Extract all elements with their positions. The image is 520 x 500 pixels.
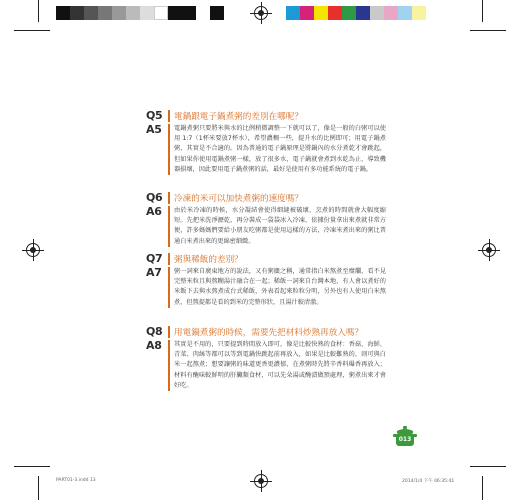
registration-mark-right bbox=[482, 243, 496, 257]
registration-mark-top bbox=[254, 6, 268, 20]
registration-mark-bottom bbox=[254, 474, 268, 488]
page-number: 013 bbox=[398, 436, 412, 443]
answer-accent-bar bbox=[168, 267, 170, 308]
question-label: Q8 bbox=[146, 325, 163, 338]
question-accent-bar bbox=[168, 326, 170, 338]
crop-mark bbox=[14, 30, 50, 31]
page-number-pot-icon bbox=[392, 426, 418, 448]
crop-mark bbox=[14, 466, 50, 467]
answer-label: A7 bbox=[146, 266, 162, 279]
answer-accent-bar bbox=[168, 124, 170, 175]
footer-file-name: PART01-3.indd 13 bbox=[56, 478, 96, 483]
question-label: Q7 bbox=[146, 252, 163, 265]
crop-mark bbox=[482, 0, 483, 22]
question-text: 用電鍋煮粥的時候，需要先把材料炒熟再放入嗎？ bbox=[174, 327, 364, 338]
question-accent-bar bbox=[168, 253, 170, 265]
question-text: 粥與稀飯的差別？ bbox=[174, 254, 243, 265]
qa-block-q8 bbox=[146, 324, 386, 391]
answer-label: A8 bbox=[146, 339, 162, 352]
footer-timestamp: 2014/1/4 下午 06:35:41 bbox=[402, 479, 455, 484]
registration-mark-left bbox=[26, 243, 40, 257]
crop-mark bbox=[482, 476, 483, 500]
qa-block-q7 bbox=[146, 251, 386, 308]
crop-mark bbox=[470, 466, 506, 467]
crop-mark bbox=[38, 476, 39, 500]
answer-text: 其實是不用的，只要提到時間放入即可，像是比較快熟的食材：香菇、海鮮、青菜、肉絲等都可以等到電鍋快跳起前再放入，如果是比較難熟的，則可與白米一起熬煮；想要讓粥的味道更香更濃郁，在煮粥時先將辛香料爆香再放入；材料有醃味較鮮明的肝臟類食材，可以先朵湯或醃漬做預處理，粥煮出來才會好吃。 bbox=[174, 341, 386, 389]
answer-accent-bar bbox=[168, 340, 170, 391]
crop-mark bbox=[38, 0, 39, 22]
answer-accent-bar bbox=[168, 206, 170, 247]
print-color-bar-left bbox=[56, 6, 224, 20]
question-text: 電鍋跟電子鍋煮粥的差別在哪呢？ bbox=[174, 111, 303, 122]
crop-mark bbox=[470, 30, 506, 31]
question-label: Q6 bbox=[146, 191, 163, 204]
answer-text: 粥一詞來自廣東地方的說法，又有粥麋之稱，通常指白米熬煮至糜爛，看不見完整米粒且與熬糊湯汁融合在一起；稀飯一詞來自台灣本地，有人會以煮好的米飯下去與水熬煮成台式稀飯，外表看起來粒粒分明，另外也有人使用白米熬煮，但熬提都是看的到米的完整形狀，且湯汁較清澈。 bbox=[174, 268, 386, 306]
question-label: Q5 bbox=[146, 109, 163, 122]
answer-text: 電鍋煮粥只要將米與水的比例稍微調整一下就可以了，像是一般的白粥可以使用 1:7（1杯米要放7杯水），希望濃稠一些，提升水的比例即可；用電子鍋煮粥，其實是不合適的。因為普通的電子鍋原理是將鍋內的水分煮乾才會跳起，但如果你使用電鍋煮粥一樣，放了很多水，電子鍋就會煮到水乾為止，導致機器損壞，因此要用電子鍋煮粥的話，最好是使用有多功能系統的電子鍋。 bbox=[174, 125, 386, 173]
qa-block-q5 bbox=[146, 108, 386, 175]
question-accent-bar bbox=[168, 110, 170, 122]
qa-block-q6 bbox=[146, 190, 386, 247]
answer-label: A5 bbox=[146, 123, 162, 136]
answer-label: A6 bbox=[146, 205, 162, 218]
question-accent-bar bbox=[168, 192, 170, 204]
print-color-bar-right bbox=[286, 6, 426, 20]
answer-text: 由於米冷凍的時候，水分凝結會使得細縫被破壞，烹煮的時間就會大幅度縮短。先把米洗淨瀝乾，再分裝成一袋袋冰入冷凍，依據份量拿出來煮就非常方便，許多媽媽們要給小朋友吃粥都是使用這樣的方法，冷凍米煮出來的粥比普通白米煮出來的更綿密細緻。 bbox=[174, 207, 386, 245]
question-text: 冷凍的米可以加快煮粥的速度嗎？ bbox=[174, 193, 303, 204]
